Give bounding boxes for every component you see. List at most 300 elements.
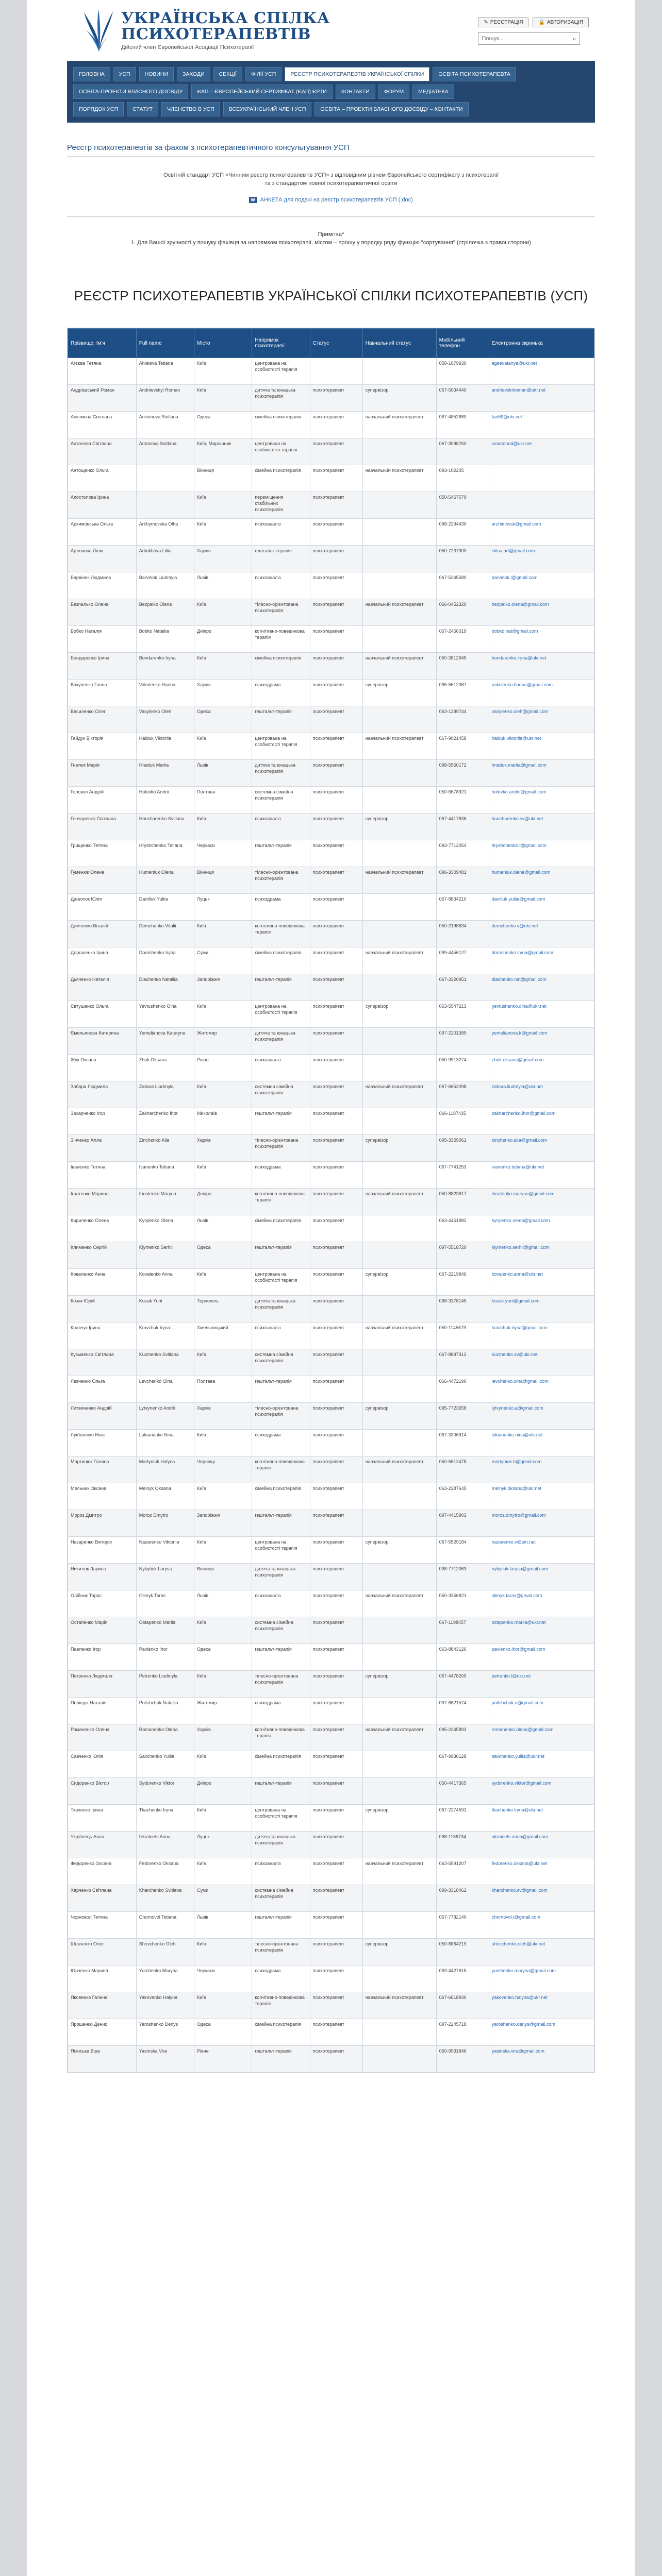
cell-email[interactable]: daniliuk.yuliia@gmail.com <box>489 894 594 921</box>
cell-phone: 067-8834210 <box>436 894 489 921</box>
cell-training-status <box>362 1965 436 1992</box>
table-row <box>68 358 594 385</box>
nav-item-membership[interactable]: ЧЛЕНСТВО В УСП <box>161 102 220 116</box>
cell-full-name: Yaroshenko Denys <box>136 2019 194 2046</box>
nav-item-events[interactable]: ЗАХОДИ <box>177 67 210 81</box>
cell-phone: 067-1198457 <box>436 1617 489 1644</box>
col-header-status[interactable]: Статус <box>310 329 362 358</box>
cell-name: Українець Анна <box>68 1832 137 1858</box>
cell-training-status <box>362 974 436 1001</box>
table-row <box>68 1108 594 1135</box>
cell-phone: 067-7782140 <box>436 1912 489 1939</box>
cell-phone: 097-4415903 <box>436 1510 489 1537</box>
cell-full-name: Yakovenko Halyna <box>136 1992 194 2019</box>
nav-item-forum[interactable]: ФОРУМ <box>378 84 409 99</box>
cell-direction: системна сімейна психотерапія <box>252 1885 310 1912</box>
cell-name: Литвиненко Андрій <box>68 1403 137 1430</box>
cell-email[interactable]: yakovenko.halyna@ukr.net <box>489 1992 594 2019</box>
cell-full-name: Vakulenko Hanna <box>136 680 194 706</box>
cell-phone: 063-8843126 <box>436 1644 489 1671</box>
cell-name: Гнатюк Марія <box>68 760 137 787</box>
cell-city: Черкаси <box>194 1965 252 1992</box>
table-row <box>68 680 594 706</box>
cell-city: Київ <box>194 1992 252 2019</box>
cell-training-status: супервізор <box>362 814 436 840</box>
cell-name: Федоренко Оксана <box>68 1858 137 1885</box>
header <box>27 0 635 61</box>
cell-email[interactable]: kovalenko.anna@ukr.net <box>489 1269 594 1296</box>
table-row <box>68 1992 594 2019</box>
cell-phone: 093-4427615 <box>436 1965 489 1992</box>
cell-city: Київ <box>194 1269 252 1296</box>
cell-full-name: Barvinok Liudmyla <box>136 572 194 599</box>
logo-subtitle: Дійсний член Європейської Асоціації Психотерапії <box>121 44 254 50</box>
table-row <box>68 1858 594 1885</box>
cell-direction: психодрама <box>252 680 310 706</box>
cell-name: Клименко Сергій <box>68 1242 137 1269</box>
cell-phone: 095-7723658 <box>436 1403 489 1430</box>
cell-city: Суми <box>194 947 252 974</box>
cell-phone: 098-1156734 <box>436 1832 489 1858</box>
cell-city: Рівне <box>194 2046 252 2073</box>
cell-training-status <box>362 760 436 787</box>
cell-name: Забара Людмила <box>68 1081 137 1108</box>
cell-email[interactable]: tkachenko.iryna@ukr.net <box>489 1805 594 1832</box>
cell-phone: 095-6612387 <box>436 680 489 706</box>
table-row <box>68 1456 594 1483</box>
cell-email[interactable]: kuzmenko.sv@ukr.net <box>489 1349 594 1376</box>
cell-phone: 063-4451982 <box>436 1215 489 1242</box>
cell-status: психотерапевт <box>310 1724 362 1751</box>
cell-status: психотерапевт <box>310 1483 362 1510</box>
cell-city: Одеса <box>194 412 252 438</box>
col-header-full-name[interactable]: Full name <box>136 329 194 358</box>
cell-name: Кузьменко Світлана <box>68 1349 137 1376</box>
cell-email[interactable]: zhuk.oksana@gmail.com <box>489 1055 594 1081</box>
cell-email[interactable]: bobko.nat@gmail.com <box>489 626 594 653</box>
cell-email[interactable]: humeniuk.olena@gmail.com <box>489 867 594 894</box>
cell-name: Ткаченко Ірина <box>68 1805 137 1832</box>
cell-email[interactable]: lukianenko.nina@ukr.net <box>489 1430 594 1456</box>
table-row <box>68 1483 594 1510</box>
cell-full-name: Levchenko Olha <box>136 1376 194 1403</box>
cell-full-name: Savchenko Yuliia <box>136 1751 194 1778</box>
cell-full-name: Zakharchenko Ihor <box>136 1108 194 1135</box>
cell-name: Безпалько Олена <box>68 599 137 626</box>
nav-row-1 <box>73 67 589 81</box>
cell-city: Вінниця <box>194 867 252 894</box>
cell-city: Київ <box>194 492 252 519</box>
cell-phone: 063-1289744 <box>436 706 489 733</box>
table-row <box>68 1376 594 1403</box>
table-row <box>68 974 594 1001</box>
cell-email[interactable]: kozak.yurii@gmail.com <box>489 1296 594 1323</box>
cell-status: психотерапевт <box>310 519 362 546</box>
col-header-direction[interactable]: Напрямок психотерапії <box>252 329 310 358</box>
cell-direction: гештальт-терапія <box>252 840 310 867</box>
cell-full-name: Petrenko Liudmyla <box>136 1671 194 1698</box>
cell-email[interactable]: yasinska.vira@gmail.com <box>489 2046 594 2073</box>
cell-email[interactable]: ihnatenko.maryna@gmail.com <box>489 1189 594 1215</box>
cell-full-name: Demchenko Vitalii <box>136 921 194 947</box>
cell-status: психотерапевт <box>310 1430 362 1456</box>
cell-email[interactable]: martyniuk.h@gmail.com <box>489 1456 594 1483</box>
cell-status: психотерапевт <box>310 653 362 680</box>
cell-email[interactable]: zakharchenko.ihor@gmail.com <box>489 1108 594 1135</box>
main-content <box>27 143 635 2073</box>
table-row <box>68 1698 594 1724</box>
cell-full-name: Artiukhova Liliia <box>136 546 194 572</box>
cell-status: психотерапевт <box>310 492 362 519</box>
cell-direction: гештальт-терапія <box>252 1376 310 1403</box>
cell-training-status <box>362 1215 436 1242</box>
cell-email[interactable]: demchenko.v@ukr.net <box>489 921 594 947</box>
cell-training-status: навчальний психотерапевт <box>362 947 436 974</box>
cell-email[interactable]: pavlenko.ihor@gmail.com <box>489 1644 594 1671</box>
cell-status: психотерапевт <box>310 1912 362 1939</box>
cell-full-name: Chornovol Tetiana <box>136 1912 194 1939</box>
cell-email[interactable]: sydorenko.viktor@gmail.com <box>489 1778 594 1805</box>
cell-status: психотерапевт <box>310 921 362 947</box>
cell-name: Поліщук Наталія <box>68 1698 137 1724</box>
cell-email[interactable]: chornovol.t@gmail.com <box>489 1912 594 1939</box>
cell-phone: 050-1079930 <box>436 358 489 385</box>
cell-city: Суми <box>194 1885 252 1912</box>
cell-phone: 097-2245718 <box>436 2019 489 2046</box>
cell-status: психотерапевт <box>310 733 362 760</box>
cell-email[interactable]: kyrylenko.olena@gmail.com <box>489 1215 594 1242</box>
cell-direction: центрована на особистості терапія <box>252 358 310 385</box>
cell-status: психотерапевт <box>310 1698 362 1724</box>
nav-item-statute[interactable]: СТАТУТ <box>127 102 158 116</box>
cell-email[interactable] <box>489 492 594 519</box>
cell-training-status: навчальний психотерапевт <box>362 1858 436 1885</box>
cell-full-name: Zabara Liudmyla <box>136 1081 194 1108</box>
cell-status: психотерапевт <box>310 1671 362 1698</box>
cell-status: психотерапевт <box>310 1323 362 1349</box>
cell-email[interactable]: shevchenko.oleh@ukr.net <box>489 1939 594 1965</box>
cell-city: Київ <box>194 1671 252 1698</box>
table-row <box>68 1805 594 1832</box>
cell-email[interactable]: levchenko.olha@gmail.com <box>489 1376 594 1403</box>
cell-city: Київ <box>194 733 252 760</box>
table-row <box>68 1510 594 1537</box>
nav-item-eap-certificate[interactable]: ЄАП – ЄВРОПЕЙСЬКИЙ СЕРТИФІКАТ (ЄАП) ЄРТИ <box>191 84 332 99</box>
cell-training-status: навчальний психотерапевт <box>362 412 436 438</box>
cell-name: Лук'яненко Ніна <box>68 1430 137 1456</box>
nav-item-usp[interactable]: УСП <box>113 67 136 81</box>
cell-email[interactable]: klymenko.serhii@gmail.com <box>489 1242 594 1269</box>
cell-city: Хмельницький <box>194 1323 252 1349</box>
intro-line-2: та з стандартом повної психотерапевтичної освіти <box>264 180 398 187</box>
col-header-email[interactable]: Електронна скринька <box>489 329 594 358</box>
cell-direction: гештальт-терапія <box>252 1510 310 1537</box>
cell-full-name: Zinchenko Alla <box>136 1135 194 1162</box>
table-row <box>68 2046 594 2073</box>
cell-email[interactable]: yaroshenko.denys@gmail.com <box>489 2019 594 2046</box>
cell-email[interactable]: diachenko.nat@gmail.com <box>489 974 594 1001</box>
nav-item-home[interactable]: ГОЛОВНА <box>73 67 110 81</box>
nav-item-sections[interactable]: СЕКЦІЇ <box>213 67 242 81</box>
cell-email[interactable]: petrenko.l@ukr.net <box>489 1671 594 1698</box>
cell-status <box>310 358 362 385</box>
col-header-name[interactable]: Прізвище, Ім'я <box>68 329 137 358</box>
cell-training-status: навчальний психотерапевт <box>362 1456 436 1483</box>
cell-status: психотерапевт <box>310 465 362 492</box>
cell-training-status <box>362 492 436 519</box>
cell-direction: дитяча та юнацька психотерапія <box>252 1832 310 1858</box>
cell-training-status <box>362 1751 436 1778</box>
cell-phone: 050-5467579 <box>436 492 489 519</box>
nav-item-registry[interactable]: РЕЄСТР ПСИХОТЕРАПЕВТІВ УКРАЇНСЬКОЇ СПІЛКИ <box>285 67 429 81</box>
cell-email[interactable]: zinchenko.alla@gmail.com <box>489 1135 594 1162</box>
cell-city: Дніпро <box>194 626 252 653</box>
cell-email[interactable]: doroshenko.iryna@gmail.com <box>489 947 594 974</box>
cell-direction: гештальт-терапія <box>252 1108 310 1135</box>
cell-training-status <box>362 572 436 599</box>
cell-city: Київ <box>194 1081 252 1108</box>
cell-full-name: Moroz Dmytro <box>136 1510 194 1537</box>
cell-direction: тілесно-орієнтована психотерапія <box>252 599 310 626</box>
logo-title-line2: ПСИХОТЕРАПЕВТІВ <box>121 25 311 43</box>
cell-city: Вінниця <box>194 1564 252 1590</box>
cell-training-status: супервізор <box>362 385 436 412</box>
nav-item-order[interactable]: ПОРЯДОК УСП <box>73 102 124 116</box>
col-header-phone[interactable]: Мобільний телефон <box>436 329 489 358</box>
cell-direction: тілесно-орієнтована психотерапія <box>252 1939 310 1965</box>
nav-row-2 <box>73 84 589 99</box>
cell-email[interactable]: nykytiuk.larysa@gmail.com <box>489 1564 594 1590</box>
cell-email[interactable]: honcharenko.sv@ukr.net <box>489 814 594 840</box>
cell-training-status <box>362 1055 436 1081</box>
cell-status: психотерапевт <box>310 1376 362 1403</box>
nav-item-education[interactable]: ОСВІТА ПСИХОТЕРАПЕВТА <box>433 67 516 81</box>
cell-full-name: Daniliuk Yuliia <box>136 894 194 921</box>
cell-phone: 050-6612478 <box>436 1456 489 1483</box>
cell-phone: 067-5034440 <box>436 385 489 412</box>
cell-direction: системна сімейна психотерапія <box>252 787 310 814</box>
cell-status: психотерапевт <box>310 2019 362 2046</box>
table-row <box>68 1671 594 1698</box>
cell-direction: психоаналіз <box>252 1858 310 1885</box>
cell-email[interactable]: hnatiuk.mariia@gmail.com <box>489 760 594 787</box>
cell-full-name: Diachenko Nataliia <box>136 974 194 1001</box>
cell-email[interactable]: yurchenko.maryna@gmail.com <box>489 1965 594 1992</box>
cell-training-status <box>362 1108 436 1135</box>
cell-email[interactable]: holovko.andrii@gmail.com <box>489 787 594 814</box>
nav-item-projects-contacts[interactable]: ОСВІТА – ПРОЕКТИ ВЛАСНОГО ДОСВІДУ – КОНТАКТИ <box>315 102 468 116</box>
cell-name: Захарченко Ігор <box>68 1108 137 1135</box>
cell-email[interactable]: fan59@ukr.net <box>489 412 594 438</box>
cell-email[interactable]: ostapenko.mariia@ukr.net <box>489 1617 594 1644</box>
cell-direction: гештальт-терапія <box>252 1778 310 1805</box>
cell-status: психотерапевт <box>310 974 362 1001</box>
cell-city: Київ <box>194 358 252 385</box>
word-document-icon: W <box>249 197 257 203</box>
cell-phone: 095-2245893 <box>436 1724 489 1751</box>
cell-email[interactable]: lytvynenko.a@gmail.com <box>489 1403 594 1430</box>
cell-status: психотерапевт <box>310 1590 362 1617</box>
cell-full-name: Kozak Yurii <box>136 1296 194 1323</box>
cell-email[interactable]: yevtushenko.olha@ukr.net <box>489 1001 594 1028</box>
cell-training-status <box>362 1430 436 1456</box>
cell-phone: 067-4417836 <box>436 814 489 840</box>
cell-email[interactable]: moroz.dmytro@gmail.com <box>489 1510 594 1537</box>
cell-email[interactable]: yemelianova.k@gmail.com <box>489 1028 594 1055</box>
cell-name: Остапенко Марія <box>68 1617 137 1644</box>
lock-icon: 🔒 <box>538 20 545 25</box>
cell-training-status <box>362 1296 436 1323</box>
cell-email[interactable]: kharchenko.sv@gmail.com <box>489 1885 594 1912</box>
cell-training-status <box>362 1885 436 1912</box>
cell-direction: психодрама <box>252 1430 310 1456</box>
col-header-training-status[interactable]: Навчальний статус <box>362 329 436 358</box>
cell-email[interactable]: archimovsk@gmail.com <box>489 519 594 546</box>
cell-phone: 063-5547213 <box>436 1001 489 1028</box>
cell-training-status: навчальний психотерапевт <box>362 1590 436 1617</box>
cell-phone: 095-3329061 <box>436 1135 489 1162</box>
cell-status: психотерапевт <box>310 1162 362 1189</box>
nav-item-news[interactable]: НОВИНИ <box>139 67 174 81</box>
cell-city: Львів <box>194 572 252 599</box>
cell-full-name: Martyniuk Halyna <box>136 1456 194 1483</box>
cell-city: Чернівці <box>194 1456 252 1483</box>
table-row <box>68 385 594 412</box>
nav-item-branches[interactable]: ФІЛІЇ УСП <box>245 67 282 81</box>
cell-direction: психоаналіз <box>252 519 310 546</box>
cell-email[interactable]: vasylenko.oleh@gmail.com <box>489 706 594 733</box>
table-row <box>68 733 594 760</box>
cell-training-status <box>362 787 436 814</box>
cell-city: Тернопіль <box>194 1296 252 1323</box>
cell-training-status <box>362 1698 436 1724</box>
cell-email[interactable]: melnyk.oksana@ukr.net <box>489 1483 594 1510</box>
cell-full-name: Ukrainets Anna <box>136 1832 194 1858</box>
cell-name: Яковенко Галина <box>68 1992 137 2019</box>
cell-phone: 098-5560172 <box>436 760 489 787</box>
table-row <box>68 1028 594 1055</box>
nav-item-media[interactable]: МЕДІАТЕКА <box>412 84 454 99</box>
cell-email[interactable]: oliinyk.taras@gmail.com <box>489 1590 594 1617</box>
cell-name: Кравчук Ірина <box>68 1323 137 1349</box>
cell-email[interactable]: ukrainets.anna@gmail.com <box>489 1832 594 1858</box>
cell-email[interactable]: ivanenko.tetiana@ukr.net <box>489 1162 594 1189</box>
cell-city: Луцьк <box>194 894 252 921</box>
table-row <box>68 1832 594 1858</box>
nav-item-all-ukrainian-member[interactable]: ВСЕУКРАЇНСЬКИЙ ЧЛЕН УСП <box>223 102 312 116</box>
login-button[interactable] <box>533 18 589 27</box>
cell-phone: 067-5245580 <box>436 572 489 599</box>
nav-item-contacts[interactable]: КОНТАКТИ <box>336 84 375 99</box>
table-row <box>68 572 594 599</box>
cell-training-status: супервізор <box>362 1939 436 1965</box>
cell-phone: 050-9931846 <box>436 2046 489 2073</box>
table-row <box>68 546 594 572</box>
cell-full-name: Lukianenko Nina <box>136 1430 194 1456</box>
cell-full-name: Holovko Andrii <box>136 787 194 814</box>
cell-email[interactable]: zabara.liudmyla@ukr.net <box>489 1081 594 1108</box>
cell-direction: когнітивно-поведінкова терапія <box>252 921 310 947</box>
cell-email[interactable]: polishchuk.n@gmail.com <box>489 1698 594 1724</box>
cell-name: Кириленко Олена <box>68 1215 137 1242</box>
table-row <box>68 1939 594 1965</box>
cell-full-name: Shevchenko Oleh <box>136 1939 194 1965</box>
cell-training-status: навчальний психотерапевт <box>362 867 436 894</box>
cell-phone: 050-2198634 <box>436 921 489 947</box>
cell-training-status <box>362 1510 436 1537</box>
cell-training-status: супервізор <box>362 1403 436 1430</box>
table-row <box>68 1296 594 1323</box>
cell-email[interactable]: bondarenko.iryna@ukr.net <box>489 653 594 680</box>
cell-phone: 067-4478209 <box>436 1671 489 1698</box>
cell-email[interactable]: fedorenko.oksana@ukr.net <box>489 1858 594 1885</box>
cell-email[interactable]: vakulenko.hanna@gmail.com <box>489 680 594 706</box>
main-navigation <box>67 61 595 123</box>
cell-email[interactable]: kravchuk.iryna@gmail.com <box>489 1323 594 1349</box>
cell-status: психотерапевт <box>310 1858 362 1885</box>
cell-training-status <box>362 921 436 947</box>
cell-name: Архимовська Ольга <box>68 519 137 546</box>
nav-item-self-experience[interactable]: ОСВІТА-ПРОЕКТИ ВЛАСНОГО ДОСВІДУ <box>73 84 188 99</box>
cell-email[interactable]: lalisa.art@gmail.com <box>489 546 594 572</box>
cell-email[interactable]: ageevatanya@ukr.net <box>489 358 594 385</box>
search-input[interactable] <box>478 33 569 44</box>
cell-full-name: Yasinska Vira <box>136 2046 194 2073</box>
table-row <box>68 1430 594 1456</box>
cell-phone: 066-1187435 <box>436 1108 489 1135</box>
site-logo[interactable] <box>81 7 330 54</box>
cell-email[interactable]: svantonn4@ukr.net <box>489 438 594 465</box>
cell-email[interactable]: bezpalko.olena@gmail.com <box>489 599 594 626</box>
cell-city: Київ <box>194 519 252 546</box>
cell-name: Дьяченко Наталія <box>68 974 137 1001</box>
search-box <box>478 32 580 45</box>
cell-training-status: навчальний психотерапевт <box>362 599 436 626</box>
cell-direction: психодрама <box>252 1698 310 1724</box>
cell-training-status: навчальний психотерапевт <box>362 1189 436 1215</box>
cell-training-status: супервізор <box>362 680 436 706</box>
cell-city: Одеса <box>194 2019 252 2046</box>
cell-email[interactable]: nazarenko.v@ukr.net <box>489 1537 594 1564</box>
cell-direction: переміщення стабільних психотерапія <box>252 492 310 519</box>
cell-email[interactable]: barvinok.l@gmail.com <box>489 572 594 599</box>
cell-phone: 067-3306914 <box>436 1430 489 1456</box>
cell-name: Дорошенко Ірина <box>68 947 137 974</box>
cell-email[interactable]: haiduk.viktoriia@ukr.net <box>489 733 594 760</box>
user-plus-icon: ✎ <box>484 20 488 25</box>
cell-training-status <box>362 1483 436 1510</box>
cell-direction: психоаналіз <box>252 1323 310 1349</box>
cell-name: Павленко Ігор <box>68 1644 137 1671</box>
cell-name: Василенко Олег <box>68 706 137 733</box>
questionnaire-link[interactable]: АНКЕТА для подачі на реєстр психотерапевтів УСП (.doc) <box>260 197 413 203</box>
cell-full-name: Bondarenko Iryna <box>136 653 194 680</box>
cell-direction: тілесно-орієнтована психотерапія <box>252 867 310 894</box>
cell-city: Київ, Мирошник <box>194 438 252 465</box>
cell-status: психотерапевт <box>310 1644 362 1671</box>
search-icon[interactable]: ⌕ <box>569 33 580 44</box>
cell-email[interactable]: hryshchenko.t@gmail.com <box>489 840 594 867</box>
cell-email[interactable]: savchenko.yuliia@ukr.net <box>489 1751 594 1778</box>
cell-email[interactable]: romanenko.olena@gmail.com <box>489 1724 594 1751</box>
cell-direction: дитяча та юнацька психотерапія <box>252 1296 310 1323</box>
register-button[interactable] <box>478 18 528 27</box>
col-header-city[interactable]: Місто <box>194 329 252 358</box>
table-row <box>68 465 594 492</box>
table-row <box>68 519 594 546</box>
cell-email[interactable] <box>489 465 594 492</box>
cell-email[interactable]: andrievskiiroman@ukr.net <box>489 385 594 412</box>
